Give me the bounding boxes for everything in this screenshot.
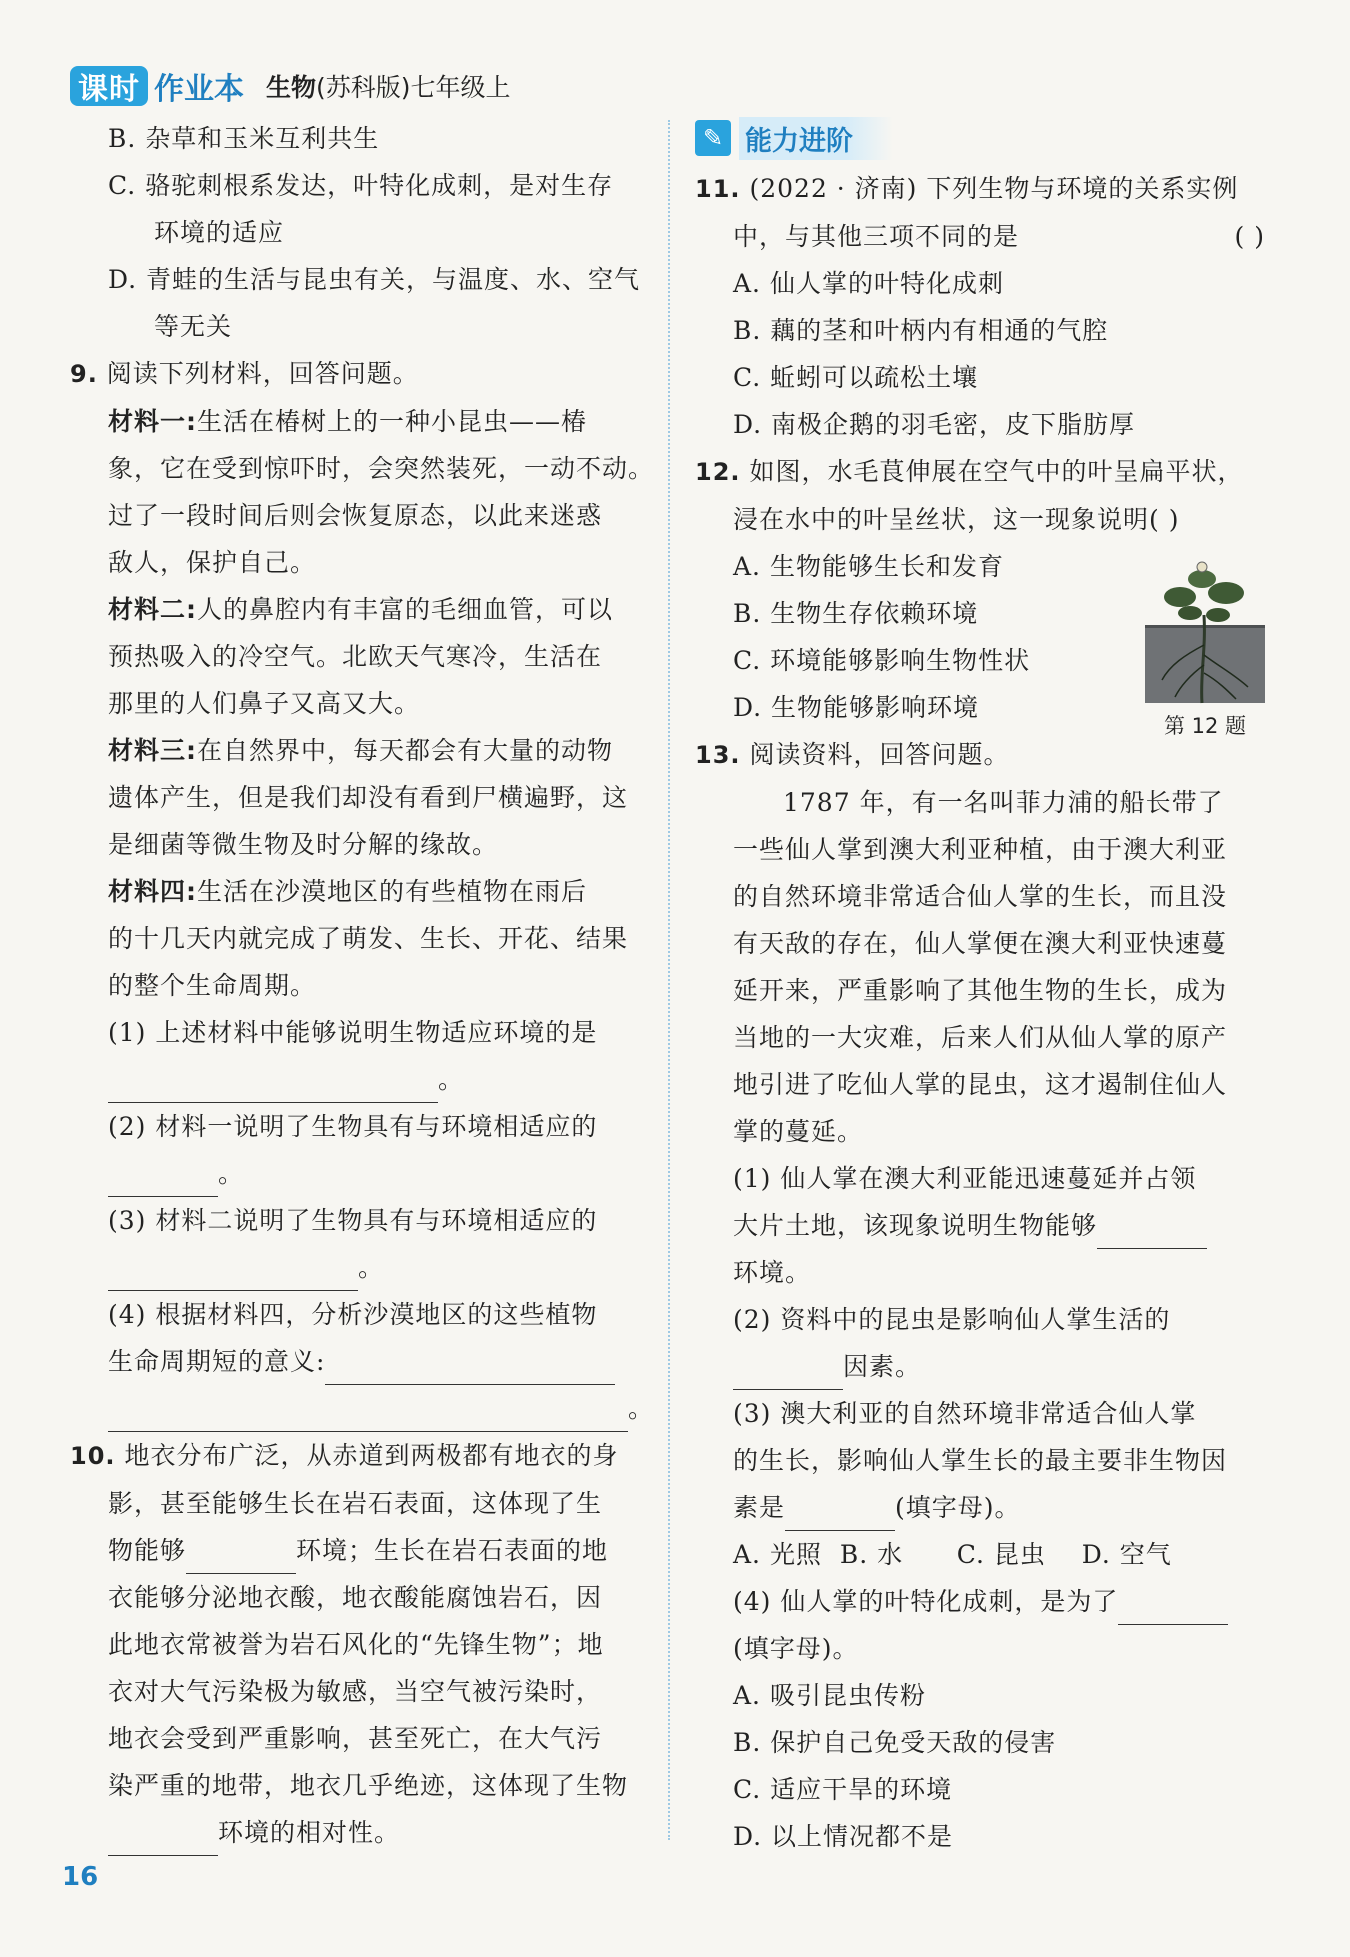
q13-para-line: 当地的一大灾难，后来人们从仙人掌的原产 bbox=[733, 1023, 1228, 1052]
material-2-text: 人的鼻腔内有丰富的毛细血管，可以 bbox=[197, 595, 614, 624]
q12-number: 12. bbox=[695, 458, 741, 486]
q10-line-1 bbox=[70, 1432, 650, 1480]
section-heading bbox=[695, 115, 1275, 161]
period: 。 bbox=[438, 1065, 465, 1094]
left-column bbox=[70, 115, 655, 1856]
q13-sub4-option-a: A. 吸引昆虫传粉 bbox=[733, 1681, 926, 1710]
q10-line-7: 地衣会受到严重影响，甚至死亡，在大气污 bbox=[108, 1724, 603, 1753]
period: 。 bbox=[628, 1394, 655, 1423]
q13-text: 因素。 bbox=[843, 1352, 922, 1381]
q11-line-1 bbox=[695, 165, 1275, 213]
answer-blank[interactable] bbox=[1097, 1218, 1207, 1249]
q12-option-d: D. 生物能够影响环境 bbox=[733, 693, 980, 722]
material-3-text: 在自然界中，每天都会有大量的动物 bbox=[197, 736, 614, 765]
q11-line-2 bbox=[695, 213, 1275, 260]
q13-sub4-option-b: B. 保护自己免受天敌的侵害 bbox=[733, 1728, 1057, 1757]
q13-sub3: (3) 澳大利亚的自然环境非常适合仙人掌 bbox=[733, 1399, 1197, 1428]
section-label: 能力进阶 bbox=[739, 117, 893, 160]
q12-line-1 bbox=[695, 448, 1275, 496]
answer-blank[interactable] bbox=[785, 1500, 895, 1531]
q9-sub1: (1) 上述材料中能够说明生物适应环境的是 bbox=[108, 1018, 598, 1047]
q13-para-line: 地引进了吃仙人掌的昆虫，这才遏制住仙人 bbox=[733, 1070, 1228, 1099]
answer-blank[interactable] bbox=[186, 1543, 296, 1574]
right-column bbox=[695, 115, 1275, 1860]
q12-line-2: 浸在水中的叶呈丝状，这一现象说明( ) bbox=[733, 505, 1180, 534]
period: 。 bbox=[218, 1159, 245, 1188]
q9-sub4-cont bbox=[70, 1338, 650, 1385]
q10-text: 环境；生长在岩石表面的地 bbox=[296, 1536, 609, 1565]
q10-text: 物能够 bbox=[108, 1536, 187, 1565]
q10-line-9 bbox=[70, 1809, 650, 1856]
q12-text: 如图，水毛茛伸展在空气中的叶呈扁平状， bbox=[749, 457, 1244, 486]
q9-sub2-answer bbox=[70, 1150, 650, 1197]
material-4-cont: 的十几天内就完成了萌发、生长、开花、结果 bbox=[108, 924, 629, 953]
material-3-label: 材料三: bbox=[108, 736, 197, 765]
q11-option-b: B. 藕的茎和叶柄内有相通的气腔 bbox=[733, 316, 1109, 345]
q11-option-a: A. 仙人掌的叶特化成刺 bbox=[733, 269, 1004, 298]
material-4-text: 生活在沙漠地区的有些植物在雨后 bbox=[197, 877, 588, 906]
material-3-cont: 遗体产生，但是我们却没有看到尸横遍野，这 bbox=[108, 783, 629, 812]
page-number: 16 bbox=[62, 1862, 99, 1892]
q13-text: 大片土地，该现象说明生物能够 bbox=[733, 1211, 1098, 1240]
material-4-line bbox=[70, 868, 650, 915]
q9-stem: 阅读下列材料，回答问题。 bbox=[106, 359, 419, 388]
q13-number: 13. bbox=[695, 741, 741, 769]
q8-option-d: D. 青蛙的生活与昆虫有关，与温度、水、空气 bbox=[108, 265, 641, 294]
material-1-label: 材料一: bbox=[108, 407, 197, 436]
answer-blank[interactable] bbox=[108, 1072, 438, 1103]
material-3-cont: 是细菌等微生物及时分解的缘故。 bbox=[108, 830, 499, 859]
q13-sub1: (1) 仙人掌在澳大利亚能迅速蔓延并占领 bbox=[733, 1164, 1197, 1193]
q11-number: 11. bbox=[695, 175, 741, 203]
q11-text: (2022 · 济南) 下列生物与环境的关系实例 bbox=[749, 174, 1239, 203]
q11-option-c: C. 蚯蚓可以疏松土壤 bbox=[733, 363, 979, 392]
q12-option-c: C. 环境能够影响生物性状 bbox=[733, 646, 1031, 675]
q13-text: 素是 bbox=[733, 1493, 786, 1522]
q9-sub3: (3) 材料二说明了生物具有与环境相适应的 bbox=[108, 1206, 598, 1235]
q13-para-line: 的自然环境非常适合仙人掌的生长，而且没 bbox=[733, 882, 1228, 911]
q11-text: 中，与其他三项不同的是 bbox=[733, 222, 1020, 251]
answer-blank[interactable] bbox=[733, 1359, 843, 1390]
material-1-cont: 象，它在受到惊吓时，会突然装死，一动不动。 bbox=[108, 454, 655, 483]
q13-sub1-end: 环境。 bbox=[733, 1258, 812, 1287]
aerial-flat-leaf bbox=[1178, 606, 1202, 620]
subject-label: 生物 bbox=[266, 73, 317, 102]
material-2-line bbox=[70, 586, 650, 633]
q13-para-line: 有天敌的存在，仙人掌便在澳大利亚快速蔓 bbox=[733, 929, 1228, 958]
pencil-icon: ✎ bbox=[695, 120, 731, 156]
logo-box: 课时 bbox=[70, 66, 148, 106]
q13-sub2: (2) 资料中的昆虫是影响仙人掌生活的 bbox=[733, 1305, 1171, 1334]
answer-blank[interactable] bbox=[108, 1260, 358, 1291]
q13-para-line: 一些仙人掌到澳大利亚种植，由于澳大利亚 bbox=[733, 835, 1228, 864]
q8-option-c-cont: 环境的适应 bbox=[154, 218, 285, 247]
material-1-cont: 敌人，保护自己。 bbox=[108, 548, 317, 577]
q13-sub4-option-d: D. 以上情况都不是 bbox=[733, 1822, 954, 1851]
q13-text: (4) 仙人掌的叶特化成刺，是为了 bbox=[733, 1587, 1119, 1616]
q12-option-a: A. 生物能够生长和发育 bbox=[733, 552, 1004, 581]
q13-sub4-cont: (填字母)。 bbox=[733, 1634, 859, 1663]
material-4-label: 材料四: bbox=[108, 877, 197, 906]
edition-label: (苏科版)七年级上 bbox=[316, 73, 511, 102]
answer-blank[interactable] bbox=[1118, 1594, 1228, 1625]
q12-option-b: B. 生物生存依赖环境 bbox=[733, 599, 979, 628]
q13-sub4-option-c: C. 适应干旱的环境 bbox=[733, 1775, 953, 1804]
flower bbox=[1197, 562, 1207, 572]
answer-blank[interactable] bbox=[108, 1401, 628, 1432]
column-divider bbox=[668, 120, 670, 1840]
material-2-cont: 那里的人们鼻子又高又大。 bbox=[108, 689, 421, 718]
q9-sub4: (4) 根据材料四，分析沙漠地区的这些植物 bbox=[108, 1300, 598, 1329]
material-1-line bbox=[70, 398, 650, 445]
q9-sub2: (2) 材料一说明了生物具有与环境相适应的 bbox=[108, 1112, 598, 1141]
material-2-label: 材料二: bbox=[108, 595, 197, 624]
q10-line-8: 染严重的地带，地衣几乎绝迹，这体现了生物 bbox=[108, 1771, 629, 1800]
q13-sub2-answer bbox=[695, 1343, 1275, 1390]
q10-line-5: 此地衣常被誉为岩石风化的“先锋生物”；地 bbox=[108, 1630, 604, 1659]
material-3-line bbox=[70, 727, 650, 774]
q10-line-2: 影，甚至能够生长在岩石表面，这体现了生 bbox=[108, 1489, 603, 1518]
q8-option-b: B. 杂草和玉米互利共生 bbox=[108, 124, 380, 153]
q9-sub4-text: 生命周期短的意义: bbox=[108, 1347, 326, 1376]
logo-text: 作业本 bbox=[154, 72, 244, 107]
answer-blank[interactable] bbox=[108, 1825, 218, 1856]
aerial-flat-leaf bbox=[1206, 608, 1230, 622]
q10-line-4: 衣能够分泌地衣酸，地衣酸能腐蚀岩石，因 bbox=[108, 1583, 603, 1612]
q9-stem-line bbox=[70, 350, 650, 398]
q13-sub3-options: A. 光照 B. 水 C. 昆虫 D. 空气 bbox=[733, 1540, 1172, 1569]
q11-option-d: D. 南极企鹅的羽毛密，皮下脂肪厚 bbox=[733, 410, 1136, 439]
q13-para-line: 掌的蔓延。 bbox=[733, 1117, 864, 1146]
book-subtitle bbox=[266, 68, 511, 104]
q10-line-6: 衣对大气污染极为敏感，当空气被污染时， bbox=[108, 1677, 603, 1706]
q8-option-d-cont: 等无关 bbox=[154, 312, 233, 341]
material-2-cont: 预热吸入的冷空气。北欧天气寒冷，生活在 bbox=[108, 642, 603, 671]
answer-blank[interactable] bbox=[108, 1166, 218, 1197]
q13-text: (填字母)。 bbox=[895, 1493, 1021, 1522]
period: 。 bbox=[358, 1253, 385, 1282]
aerial-flat-leaf bbox=[1208, 582, 1244, 604]
material-4-cont: 的整个生命周期。 bbox=[108, 971, 317, 1000]
q13-para-line: 延开来，严重影响了其他生物的生长，成为 bbox=[733, 976, 1228, 1005]
q9-sub1-answer bbox=[70, 1056, 650, 1103]
q13-para-line: 1787 年，有一名叫菲力浦的船长带了 bbox=[783, 788, 1224, 817]
page-header bbox=[70, 62, 511, 110]
q13-sub3-cont: 的生长，影响仙人掌生长的最主要非生物因 bbox=[733, 1446, 1228, 1475]
water-buttercup-figure bbox=[1140, 555, 1270, 705]
aerial-flat-leaf bbox=[1188, 570, 1216, 588]
answer-bracket[interactable]: ( ) bbox=[1234, 222, 1265, 251]
aerial-flat-leaf bbox=[1164, 587, 1196, 607]
answer-blank[interactable] bbox=[325, 1354, 615, 1385]
q13-sub3-answer bbox=[695, 1484, 1275, 1531]
figure-caption: 第 12 题 bbox=[1163, 714, 1247, 738]
material-1-cont: 过了一段时间后则会恢复原态，以此来迷惑 bbox=[108, 501, 603, 530]
q9-sub4-answer bbox=[70, 1385, 655, 1432]
q13-sub4 bbox=[695, 1578, 1275, 1625]
q9-sub3-answer bbox=[70, 1244, 650, 1291]
q10-number: 10. bbox=[70, 1442, 116, 1470]
q13-sub1-cont bbox=[695, 1202, 1275, 1249]
q13-stem: 阅读资料，回答问题。 bbox=[749, 740, 1010, 769]
material-1-text: 生活在椿树上的一种小昆虫——椿 bbox=[197, 407, 588, 436]
q10-text: 地衣分布广泛，从赤道到两极都有地衣的身 bbox=[124, 1441, 619, 1470]
q8-option-c: C. 骆驼刺根系发达，叶特化成刺，是对生存 bbox=[108, 171, 614, 200]
q9-number: 9. bbox=[70, 360, 98, 388]
q10-line-3 bbox=[70, 1527, 650, 1574]
q10-text: 环境的相对性。 bbox=[218, 1818, 401, 1847]
